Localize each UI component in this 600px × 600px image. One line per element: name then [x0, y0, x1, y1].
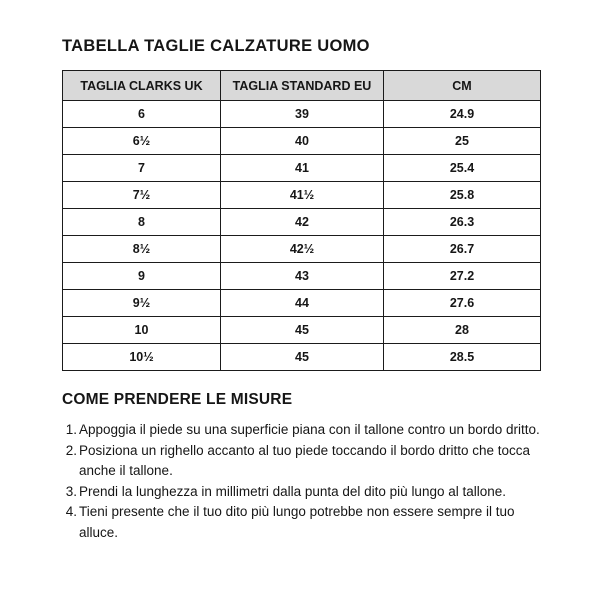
cell-uk-size: 9½: [63, 290, 221, 317]
instruction-step: Prendi la lunghezza in millimetri dalla punta del dito più lungo al tallone.: [79, 483, 507, 499]
cell-cm-length: 27.6: [384, 290, 541, 317]
table-row: [63, 182, 541, 209]
table-row: [63, 236, 541, 263]
instructions-list: [62, 420, 546, 543]
instruction-step: Appoggia il piede su una superficie piana con il tallone contro un bordo dritto.: [79, 422, 540, 437]
cell-cm-length: 24.9: [384, 101, 541, 128]
table-header-row: [63, 71, 541, 101]
cell-uk-size: 6: [63, 101, 221, 128]
cell-eu-size: 41: [221, 155, 384, 182]
table-row: [63, 290, 541, 317]
cell-eu-size: 44: [221, 290, 384, 317]
column-header-standard-eu: TAGLIA STANDARD EU: [221, 71, 384, 101]
cell-cm-length: 25: [384, 128, 541, 155]
cell-uk-size: 8½: [63, 236, 221, 263]
table-row: [63, 155, 541, 182]
instruction-step: Posiziona un righello accanto al tuo piede toccando il bordo dritto che tocca anche il tallone.: [79, 442, 531, 478]
cell-eu-size: 39: [221, 101, 384, 128]
size-chart-table: [62, 70, 541, 371]
cell-uk-size: 7: [63, 155, 221, 182]
table-row: [63, 209, 541, 236]
cell-eu-size: 40: [221, 128, 384, 155]
cell-eu-size: 42½: [221, 236, 384, 263]
instruction-step: Tieni presente che il tuo dito più lungo potrebbe non essere sempre il tuo alluce.: [79, 504, 515, 540]
cell-uk-size: 7½: [63, 182, 221, 209]
table-body: [63, 101, 541, 371]
cell-eu-size: 45: [221, 344, 384, 371]
table-row: [63, 344, 541, 371]
cell-eu-size: 42: [221, 209, 384, 236]
page-title: TABELLA TAGLIE CALZATURE UOMO: [62, 37, 370, 55]
column-header-clarks-uk: TAGLIA CLARKS UK: [63, 71, 221, 101]
cell-cm-length: 26.3: [384, 209, 541, 236]
cell-cm-length: 25.4: [384, 155, 541, 182]
table-row: [63, 263, 541, 290]
cell-uk-size: 9: [63, 263, 221, 290]
column-header-cm: CM: [384, 71, 541, 101]
measure-section-title: COME PRENDERE LE MISURE: [62, 391, 293, 408]
cell-cm-length: 28: [384, 317, 541, 344]
cell-cm-length: 28.5: [384, 344, 541, 371]
cell-uk-size: 10½: [63, 344, 221, 371]
table-row: [63, 317, 541, 344]
table-row: [63, 101, 541, 128]
cell-uk-size: 6½: [63, 128, 221, 155]
cell-eu-size: 45: [221, 317, 384, 344]
cell-cm-length: 25.8: [384, 182, 541, 209]
cell-eu-size: 43: [221, 263, 384, 290]
cell-cm-length: 26.7: [384, 236, 541, 263]
cell-eu-size: 41½: [221, 182, 384, 209]
cell-uk-size: 8: [63, 209, 221, 236]
cell-uk-size: 10: [63, 317, 221, 344]
cell-cm-length: 27.2: [384, 263, 541, 290]
table-row: [63, 128, 541, 155]
